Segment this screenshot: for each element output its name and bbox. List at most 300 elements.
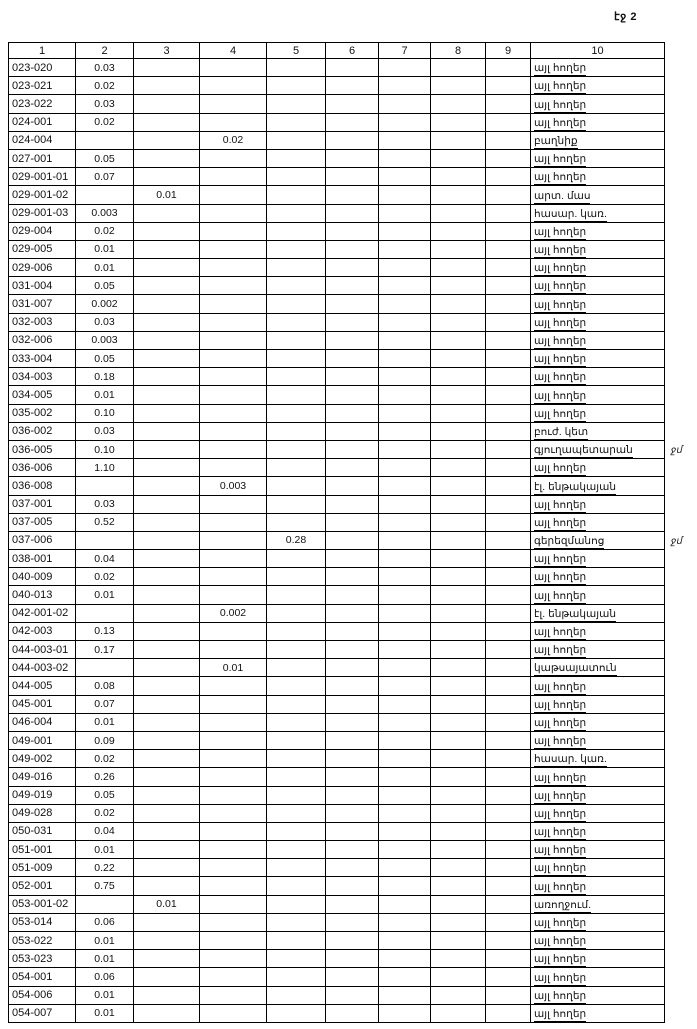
area-value-cell — [431, 968, 486, 986]
table-row — [9, 168, 665, 186]
land-use-cell — [531, 331, 665, 349]
area-value-cell: 0.03 — [76, 422, 134, 440]
land-use-cell — [531, 731, 665, 749]
area-value-cell: 0.05 — [76, 786, 134, 804]
land-use-text: առողջում. — [534, 898, 592, 911]
area-value-cell — [267, 1004, 326, 1022]
area-value-cell — [486, 459, 531, 477]
area-value-cell — [326, 350, 379, 368]
area-value-cell — [267, 149, 326, 167]
parcel-code-cell: 034-003 — [9, 368, 76, 386]
land-use-cell — [531, 531, 665, 549]
area-value-cell — [486, 222, 531, 240]
area-value-cell: 0.02 — [76, 750, 134, 768]
area-value-cell — [200, 841, 267, 859]
area-value-cell — [267, 622, 326, 640]
area-value-cell — [431, 531, 486, 549]
area-value-cell — [379, 313, 431, 331]
area-value-cell — [134, 804, 200, 822]
area-value-cell — [326, 295, 379, 313]
land-use-text: այլ հողեր — [534, 844, 587, 857]
column-header-2: 2 — [76, 43, 134, 59]
area-value-cell — [486, 786, 531, 804]
area-value-cell — [267, 877, 326, 895]
area-value-cell — [431, 313, 486, 331]
area-value-cell: 0.05 — [76, 277, 134, 295]
area-value-cell — [326, 113, 379, 131]
area-value-cell — [267, 586, 326, 604]
parcel-code-cell: 051-001 — [9, 841, 76, 859]
area-value-cell — [134, 368, 200, 386]
area-value-cell — [379, 932, 431, 950]
land-use-cell — [531, 513, 665, 531]
area-value-cell — [486, 677, 531, 695]
area-value-cell — [486, 186, 531, 204]
area-value-cell — [486, 1004, 531, 1022]
area-value-cell: 0.17 — [76, 641, 134, 659]
parcel-code-cell: 031-007 — [9, 295, 76, 313]
land-use-cell — [531, 168, 665, 186]
area-value-cell — [379, 149, 431, 167]
area-value-cell — [134, 149, 200, 167]
area-value-cell — [200, 386, 267, 404]
area-value-cell — [379, 222, 431, 240]
land-use-text: էլ. ենթակայան — [534, 480, 616, 493]
area-value-cell — [267, 440, 326, 458]
area-value-cell — [486, 422, 531, 440]
area-value-cell — [200, 350, 267, 368]
area-value-cell — [326, 695, 379, 713]
area-value-cell: 0.02 — [76, 568, 134, 586]
land-use-text: այլ հողեր — [534, 116, 587, 129]
area-value-cell — [134, 986, 200, 1004]
area-value-cell — [431, 913, 486, 931]
land-use-text: այլ հողեր — [534, 989, 587, 1002]
parcel-code-cell: 029-001-02 — [9, 186, 76, 204]
area-value-cell — [76, 531, 134, 549]
table-row — [9, 95, 665, 113]
area-value-cell: 0.06 — [76, 913, 134, 931]
parcel-code-cell: 053-023 — [9, 950, 76, 968]
area-value-cell: 0.01 — [76, 932, 134, 950]
area-value-cell — [200, 750, 267, 768]
area-value-cell — [267, 131, 326, 149]
area-value-cell — [326, 550, 379, 568]
area-value-cell — [200, 713, 267, 731]
area-value-cell — [379, 713, 431, 731]
land-use-text: այլ հողեր — [534, 335, 587, 347]
area-value-cell — [267, 677, 326, 695]
area-value-cell — [486, 350, 531, 368]
land-use-text: այլ հողեր — [534, 789, 587, 802]
area-value-cell — [134, 531, 200, 549]
parcel-code-cell: 032-006 — [9, 331, 76, 349]
area-value-cell — [200, 295, 267, 313]
land-use-text: այլ հողեր — [534, 153, 587, 166]
area-value-cell — [134, 513, 200, 531]
area-value-cell — [379, 350, 431, 368]
area-value-cell — [267, 386, 326, 404]
area-value-cell — [379, 186, 431, 204]
area-value-cell: 1.10 — [76, 459, 134, 477]
area-value-cell — [134, 877, 200, 895]
table-row — [9, 259, 665, 277]
table-row — [9, 586, 665, 604]
area-value-cell — [486, 95, 531, 113]
area-value-cell — [486, 804, 531, 822]
parcel-code-cell: 029-004 — [9, 222, 76, 240]
land-use-text: այլ հողեր — [534, 516, 587, 529]
land-use-text: այլ հողեր — [534, 171, 587, 184]
area-value-cell — [326, 659, 379, 677]
land-use-cell — [531, 95, 665, 113]
area-value-cell — [200, 895, 267, 913]
land-use-cell — [531, 877, 665, 895]
area-value-cell — [431, 622, 486, 640]
area-value-cell — [200, 550, 267, 568]
land-use-cell — [531, 822, 665, 840]
area-value-cell — [379, 804, 431, 822]
area-value-cell — [379, 786, 431, 804]
area-value-cell — [134, 768, 200, 786]
table-row — [9, 77, 665, 95]
table-row — [9, 204, 665, 222]
area-value-cell — [267, 859, 326, 877]
parcel-code-cell: 023-020 — [9, 59, 76, 77]
area-value-cell — [431, 713, 486, 731]
table-row — [9, 113, 665, 131]
area-value-cell — [486, 204, 531, 222]
land-use-text: հասար. կառ. — [534, 753, 607, 766]
area-value-cell — [431, 113, 486, 131]
table-row — [9, 677, 665, 695]
area-value-cell — [326, 477, 379, 495]
area-value-cell — [486, 77, 531, 95]
table-row — [9, 986, 665, 1004]
area-value-cell — [486, 659, 531, 677]
table-row — [9, 804, 665, 822]
page-number-note: էջ 2 — [614, 11, 637, 23]
area-value-cell — [326, 495, 379, 513]
area-value-cell — [267, 786, 326, 804]
area-value-cell — [200, 877, 267, 895]
area-value-cell — [486, 550, 531, 568]
land-use-cell — [531, 550, 665, 568]
area-value-cell — [200, 277, 267, 295]
column-header-3: 3 — [134, 43, 200, 59]
area-value-cell — [486, 604, 531, 622]
area-value-cell — [134, 659, 200, 677]
area-value-cell — [200, 568, 267, 586]
parcel-code-cell: 037-001 — [9, 495, 76, 513]
table-row — [9, 313, 665, 331]
table-row — [9, 477, 665, 495]
area-value-cell — [486, 895, 531, 913]
area-value-cell — [379, 77, 431, 95]
land-use-cell — [531, 913, 665, 931]
area-value-cell — [379, 877, 431, 895]
area-value-cell — [267, 95, 326, 113]
area-value-cell — [200, 495, 267, 513]
column-header-8: 8 — [431, 43, 486, 59]
parcel-code-cell: 024-004 — [9, 131, 76, 149]
area-value-cell — [134, 222, 200, 240]
area-value-cell — [267, 895, 326, 913]
land-use-cell — [531, 622, 665, 640]
area-value-cell — [134, 731, 200, 749]
area-value-cell — [267, 568, 326, 586]
parcel-code-cell: 033-004 — [9, 350, 76, 368]
area-value-cell — [134, 641, 200, 659]
area-value-cell: 0.01 — [200, 659, 267, 677]
land-use-text: այլ հողեր — [534, 407, 587, 420]
land-use-text: այլ հողեր — [534, 98, 587, 111]
parcel-code-cell: 044-003-01 — [9, 641, 76, 659]
parcel-code-cell: 053-022 — [9, 932, 76, 950]
land-use-text: այլ հողեր — [534, 1007, 587, 1020]
area-value-cell — [326, 932, 379, 950]
area-value-cell — [379, 95, 431, 113]
area-value-cell — [379, 259, 431, 277]
table-row — [9, 913, 665, 931]
land-use-text: այլ հողեր — [534, 498, 587, 511]
area-value-cell — [486, 768, 531, 786]
land-use-cell — [531, 932, 665, 950]
area-value-cell — [134, 313, 200, 331]
area-value-cell: 0.01 — [134, 186, 200, 204]
land-use-cell — [531, 750, 665, 768]
area-value-cell — [431, 495, 486, 513]
land-use-text: էլ. ենթակայան — [534, 607, 616, 620]
area-value-cell — [326, 386, 379, 404]
land-use-text: կաթսայատուն — [534, 662, 617, 675]
area-value-cell: 0.02 — [200, 131, 267, 149]
area-value-cell — [379, 59, 431, 77]
area-value-cell — [267, 695, 326, 713]
area-value-cell — [267, 477, 326, 495]
area-value-cell — [379, 986, 431, 1004]
land-use-cell — [531, 659, 665, 677]
area-value-cell — [431, 950, 486, 968]
land-use-cell — [531, 77, 665, 95]
area-value-cell — [431, 168, 486, 186]
area-value-cell — [267, 986, 326, 1004]
land-use-text: այլ հողեր — [534, 244, 587, 257]
area-value-cell — [267, 513, 326, 531]
land-use-text: գերեզմանոց — [534, 535, 605, 548]
area-value-cell — [200, 695, 267, 713]
area-value-cell — [486, 513, 531, 531]
area-value-cell — [267, 768, 326, 786]
land-use-cell — [531, 204, 665, 222]
parcel-code-cell: 053-001-02 — [9, 895, 76, 913]
table-row — [9, 968, 665, 986]
area-value-cell: 0.03 — [76, 495, 134, 513]
table-row — [9, 240, 665, 258]
land-use-cell — [531, 695, 665, 713]
area-value-cell — [379, 386, 431, 404]
area-value-cell — [326, 968, 379, 986]
area-value-cell — [267, 750, 326, 768]
area-value-cell — [326, 277, 379, 295]
area-value-cell — [267, 713, 326, 731]
table-row — [9, 786, 665, 804]
area-value-cell — [326, 950, 379, 968]
area-value-cell: 0.01 — [76, 713, 134, 731]
area-value-cell — [267, 641, 326, 659]
area-value-cell: 0.04 — [76, 822, 134, 840]
land-use-cell — [531, 240, 665, 258]
parcel-code-cell: 049-019 — [9, 786, 76, 804]
area-value-cell — [326, 186, 379, 204]
area-value-cell — [134, 495, 200, 513]
area-value-cell — [486, 713, 531, 731]
area-value-cell — [326, 586, 379, 604]
column-header-9: 9 — [486, 43, 531, 59]
area-value-cell — [431, 222, 486, 240]
area-value-cell — [200, 859, 267, 877]
area-value-cell — [379, 750, 431, 768]
column-header-6: 6 — [326, 43, 379, 59]
land-use-text: բաղնիք — [534, 134, 578, 147]
area-value-cell — [379, 731, 431, 749]
area-value-cell — [134, 331, 200, 349]
land-use-cell — [531, 113, 665, 131]
area-value-cell: 0.01 — [76, 586, 134, 604]
table-row — [9, 1004, 665, 1022]
area-value-cell — [76, 477, 134, 495]
area-value-cell — [326, 240, 379, 258]
area-value-cell — [326, 422, 379, 440]
area-value-cell — [200, 513, 267, 531]
area-value-cell: 0.003 — [200, 477, 267, 495]
area-value-cell — [379, 622, 431, 640]
land-use-text: բուժ. կետ — [534, 425, 589, 438]
parcel-code-cell: 024-001 — [9, 113, 76, 131]
area-value-cell — [486, 368, 531, 386]
table-row — [9, 641, 665, 659]
table-row — [9, 932, 665, 950]
area-value-cell — [267, 295, 326, 313]
area-value-cell — [134, 477, 200, 495]
area-value-cell — [379, 950, 431, 968]
table-header — [9, 43, 665, 59]
area-value-cell — [486, 168, 531, 186]
area-value-cell — [76, 131, 134, 149]
area-value-cell — [486, 404, 531, 422]
area-value-cell — [200, 77, 267, 95]
table-row — [9, 604, 665, 622]
area-value-cell: 0.01 — [76, 950, 134, 968]
area-value-cell — [267, 822, 326, 840]
land-use-cell — [531, 1004, 665, 1022]
area-value-cell — [326, 149, 379, 167]
table-row — [9, 368, 665, 386]
area-value-cell: 0.003 — [76, 331, 134, 349]
area-value-cell — [200, 331, 267, 349]
area-value-cell: 0.18 — [76, 368, 134, 386]
area-value-cell — [326, 750, 379, 768]
area-value-cell — [486, 586, 531, 604]
area-value-cell — [486, 259, 531, 277]
land-use-cell — [531, 495, 665, 513]
area-value-cell — [431, 368, 486, 386]
land-use-cell — [531, 131, 665, 149]
land-use-text: այլ հողեր — [534, 225, 587, 238]
area-value-cell — [200, 222, 267, 240]
table-row — [9, 331, 665, 349]
area-value-cell — [431, 404, 486, 422]
area-value-cell — [379, 459, 431, 477]
land-use-cell — [531, 422, 665, 440]
area-value-cell — [431, 131, 486, 149]
area-value-cell — [379, 422, 431, 440]
parcel-code-cell: 054-007 — [9, 1004, 76, 1022]
area-value-cell: 0.01 — [76, 240, 134, 258]
parcel-code-cell: 040-009 — [9, 568, 76, 586]
area-value-cell — [267, 313, 326, 331]
parcel-code-cell: 036-008 — [9, 477, 76, 495]
area-value-cell — [486, 986, 531, 1004]
land-use-cell — [531, 350, 665, 368]
area-value-cell — [200, 786, 267, 804]
area-value-cell — [486, 841, 531, 859]
area-value-cell — [486, 822, 531, 840]
area-value-cell — [379, 331, 431, 349]
area-value-cell — [431, 1004, 486, 1022]
parcel-code-cell: 029-006 — [9, 259, 76, 277]
area-value-cell — [200, 731, 267, 749]
area-value-cell — [431, 677, 486, 695]
area-value-cell — [200, 204, 267, 222]
area-value-cell: 0.05 — [76, 350, 134, 368]
handwritten-margin-note: ջմ — [669, 444, 683, 457]
area-value-cell — [431, 59, 486, 77]
area-value-cell — [200, 440, 267, 458]
area-value-cell — [134, 932, 200, 950]
area-value-cell — [379, 1004, 431, 1022]
area-value-cell — [200, 59, 267, 77]
parcel-code-cell: 037-005 — [9, 513, 76, 531]
land-use-cell — [531, 404, 665, 422]
area-value-cell — [379, 695, 431, 713]
area-value-cell — [486, 131, 531, 149]
land-use-text: այլ հողեր — [534, 280, 587, 293]
area-value-cell — [200, 186, 267, 204]
area-value-cell — [379, 277, 431, 295]
area-value-cell: 0.05 — [76, 149, 134, 167]
land-use-cell — [531, 386, 665, 404]
table-row — [9, 531, 665, 549]
land-use-text: այլ հողեր — [534, 735, 587, 748]
table-row — [9, 877, 665, 895]
area-value-cell — [486, 113, 531, 131]
area-value-cell — [267, 804, 326, 822]
area-value-cell: 0.01 — [76, 386, 134, 404]
area-value-cell — [379, 586, 431, 604]
area-value-cell — [267, 259, 326, 277]
area-value-cell — [134, 968, 200, 986]
land-use-cell — [531, 859, 665, 877]
land-use-text: այլ հողեր — [534, 626, 587, 638]
table-row — [9, 513, 665, 531]
area-value-cell — [326, 768, 379, 786]
area-value-cell: 0.01 — [76, 986, 134, 1004]
parcel-code-cell: 049-001 — [9, 731, 76, 749]
table-row — [9, 149, 665, 167]
area-value-cell — [134, 568, 200, 586]
area-value-cell — [267, 277, 326, 295]
